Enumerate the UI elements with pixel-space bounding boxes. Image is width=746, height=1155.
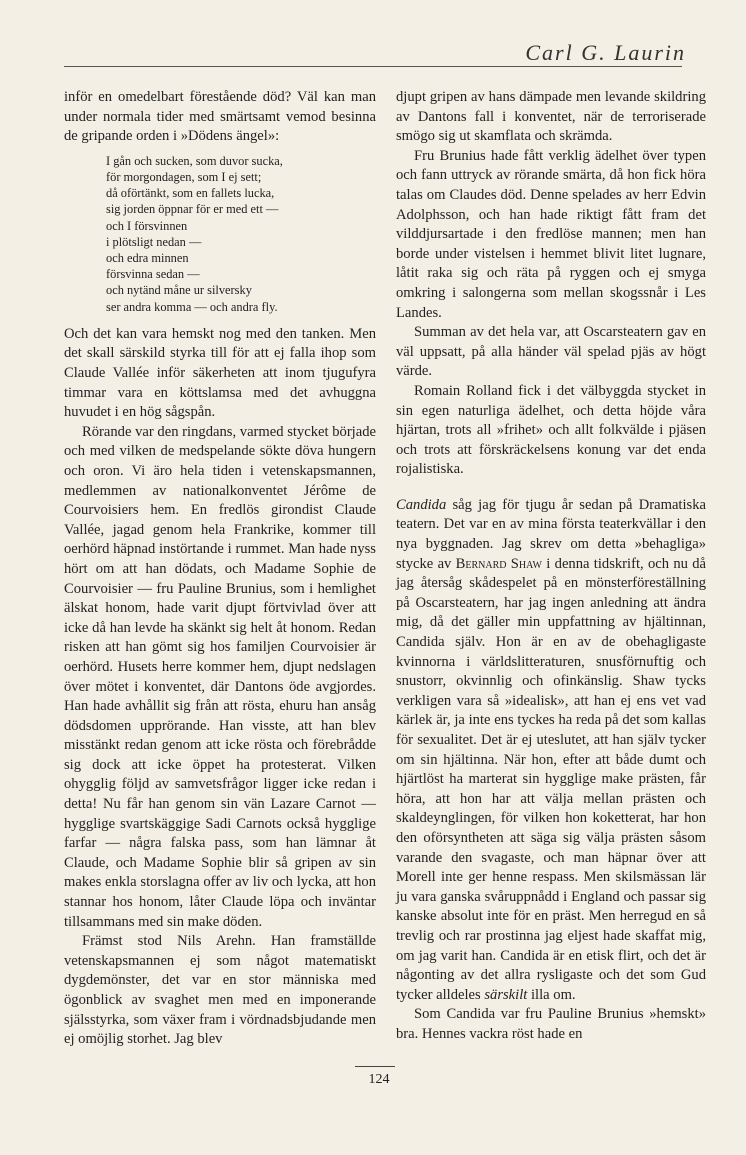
paragraph: inför en omedelbart förestående död? Väl kan man under normala tider med smärtsamt vemod besinna de gripande orden i »Dödens ängel»: xyxy=(64,89,376,145)
right-column xyxy=(396,88,706,1045)
paragraph: Summan av det hela var, att Oscarsteatern gav en väl uppsatt, på alla händer väl spelad pjäs av högt värde. xyxy=(396,324,706,380)
poem-line: sig jorden öppnar för er med ett — xyxy=(106,202,279,217)
running-title: Carl G. Laurin xyxy=(525,40,686,65)
paragraph: Främst stod Nils Arehn. Han framställde vetenskapsmannen ej som något matematiskt dygdemönster, det var en stor människa med ögonblick av svaghet men med en imponerande själsstyrka, som växer fram i vördnadsbjudande men ej omöjlig storhet. Jag blev xyxy=(64,933,376,1048)
poem-line: då oförtänkt, som en fallets lucka, xyxy=(106,186,275,201)
paragraph: Som Candida var fru Pauline Brunius »hemskt» bra. Hennes vackra röst hade en xyxy=(396,1006,706,1042)
poem-line: I gån och sucken, som duvor sucka, xyxy=(106,153,283,168)
play-title: Candida xyxy=(396,496,447,513)
poem-line: i plötsligt nedan — xyxy=(106,234,202,249)
paragraph: Och det kan vara hemskt nog med den tanken. Men det skall särskild styrka till för att ej falla ihop som Claude Vallée inför säkerheten att inom tjugufyra timmar vara en köttslamsa med det avhuggna huvudet i en hög sågspån. xyxy=(64,325,376,421)
paragraph: djupt gripen av hans dämpade men levande skildring av Dantons fall i konventet, när de terroriserade smögo sig ut skamflata och skrämda. xyxy=(396,89,706,145)
page-number: 124 xyxy=(368,1072,390,1087)
poem-line: ser andra komma — och andra fly. xyxy=(106,299,278,314)
poem-line: försvinna sedan — xyxy=(106,267,200,282)
section-gap xyxy=(396,480,706,496)
paragraph-candida xyxy=(396,496,706,1005)
footer-rule xyxy=(355,1066,395,1067)
poem-line: och I försvinnen xyxy=(106,218,188,233)
emphasis: särskilt xyxy=(484,986,528,1003)
text-run: i denna tidskrift, och nu då jag återsåg skådespelet på en mönsterföreställning på Oscarsteatern, har jag ingen anledning att ändra mig, då det gäller min uppfattning av hjältinnan, Candida själv. Hon är en av de obehagligaste kvinnorna i världslitteraturen, snusförnuftig och snustorr, okvinnlig och ofinkänslig. Shaw tycks verkligen vara så »idealisk», att han ej ens vet vad kärlek är, ja inte ens tyckes ha reda på det som kallas för sexualitet. Det är ej uteslutet, att han själv tycker om sin hjältinna. När hon, efter att både dumt och hjärtlöst ha marterat sin hygglige make prästen, får höra, att hon har att välja mellan prästen och skaldeynglingen, för vilken hon koketterat, har hon den oförsyntheten att säga sig välja prästen såsom varande den svagaste, och man häpnar över att Morell inte ger henne respass. Men skilsmässan lär ju vara ganska svåruppnådd i England och passar sig kanske absolut inte för en präst. Men herregud en så trevlig och rar prostinna jag eljest hade skaffat mig, om jag varit han. Candida är en etisk flirt, och det är någonting av det allra rysligaste och det som Gud tycker alldeles xyxy=(396,555,706,1003)
poem-line: för morgondagen, som I ej sett; xyxy=(106,169,262,184)
author-name: Bernard Shaw xyxy=(455,555,542,572)
poem xyxy=(106,153,376,315)
paragraph: Rörande var den ringdans, varmed stycket började och med vilken de medspelande sökte döva hungern och oron. Vi äro hela tiden i vetenskapsmannen, medlemmen av nationalkonventet Jérôme de Courvoisiers hem. En fredlös girondist Claude Vallée, jagad genom hela Frankrike, kommer till oerhörd häpnad instörtande i rummet. Man hade nyss hört om att han dödats, och Madame Sophie de Courvoisier — fru Pauline Brunius, som i hemlighet älskat honom, hade varit djupt förtvivlad över att icke då han levde ha skänkt sig helt åt honom. Redan risken att han gömt sig hos familjen Courvoisier är oerhörd. Husets herre kommer hem, djupt nedslagen över mötet i konventet, där Dantons öde avgjordes. Han hade avhållit sig från att rösta, ehuru han ansåg dödsdomen upprörande. Han visste, att han blev misstänkt redan genom att icke rösta och förebrådde sig dock att icke öppet ha protesterat. Vilken ohygglig följd av samvetsfrågor ligger icke redan i detta! Nu får han genom sin vän Lazare Carnot — hygglige svartskäggige Sadi Carnots också hygglige farfar — några falska pass, som han lämnar åt Claude, och Madame Sophie blir så gripen av sin makes enkla storslagna offer av liv och lycka, att hon stannar hos honom, låter Claude löpa och inväntar tillsammans med sin make döden. xyxy=(64,423,376,930)
header-rule xyxy=(64,66,682,67)
paragraph: Romain Rolland fick i det välbyggda stycket in sin egen naturliga ädelhet, och detta höjde våra hjärtan, trots all »frihet» och allt folkvälde i pjäsen och trots att förskräckelsens konung var det enda rojalistiska. xyxy=(396,382,706,478)
poem-line: och edra minnen xyxy=(106,251,189,265)
text-run: såg jag för tjugu år sedan på Dramatiska teatern. Det var en av mina första teaterkvällar i den nya byggnaden. Jag skrev om detta »behagliga» stycke av xyxy=(396,496,706,572)
text-run: illa om. xyxy=(527,986,576,1003)
poem-line: och nytänd måne ur silversky xyxy=(106,283,252,298)
left-column xyxy=(64,88,376,1050)
paragraph: Fru Brunius hade fått verklig ädelhet över typen och fann uttryck av rörande smärta, då hon fick höra talas om Claudes död. Denne spelades av herr Edvin Adolphsson, och han hade riktigt fått fram det vilddjursartade i den fredlöse mannen; men han borde under vistelsen i hemmet blivit litet lugnare, låtit raka sig och räta på ryggen och ej smyga omkring i salongerna som mellan skogssnår i Les Landes. xyxy=(396,147,706,321)
